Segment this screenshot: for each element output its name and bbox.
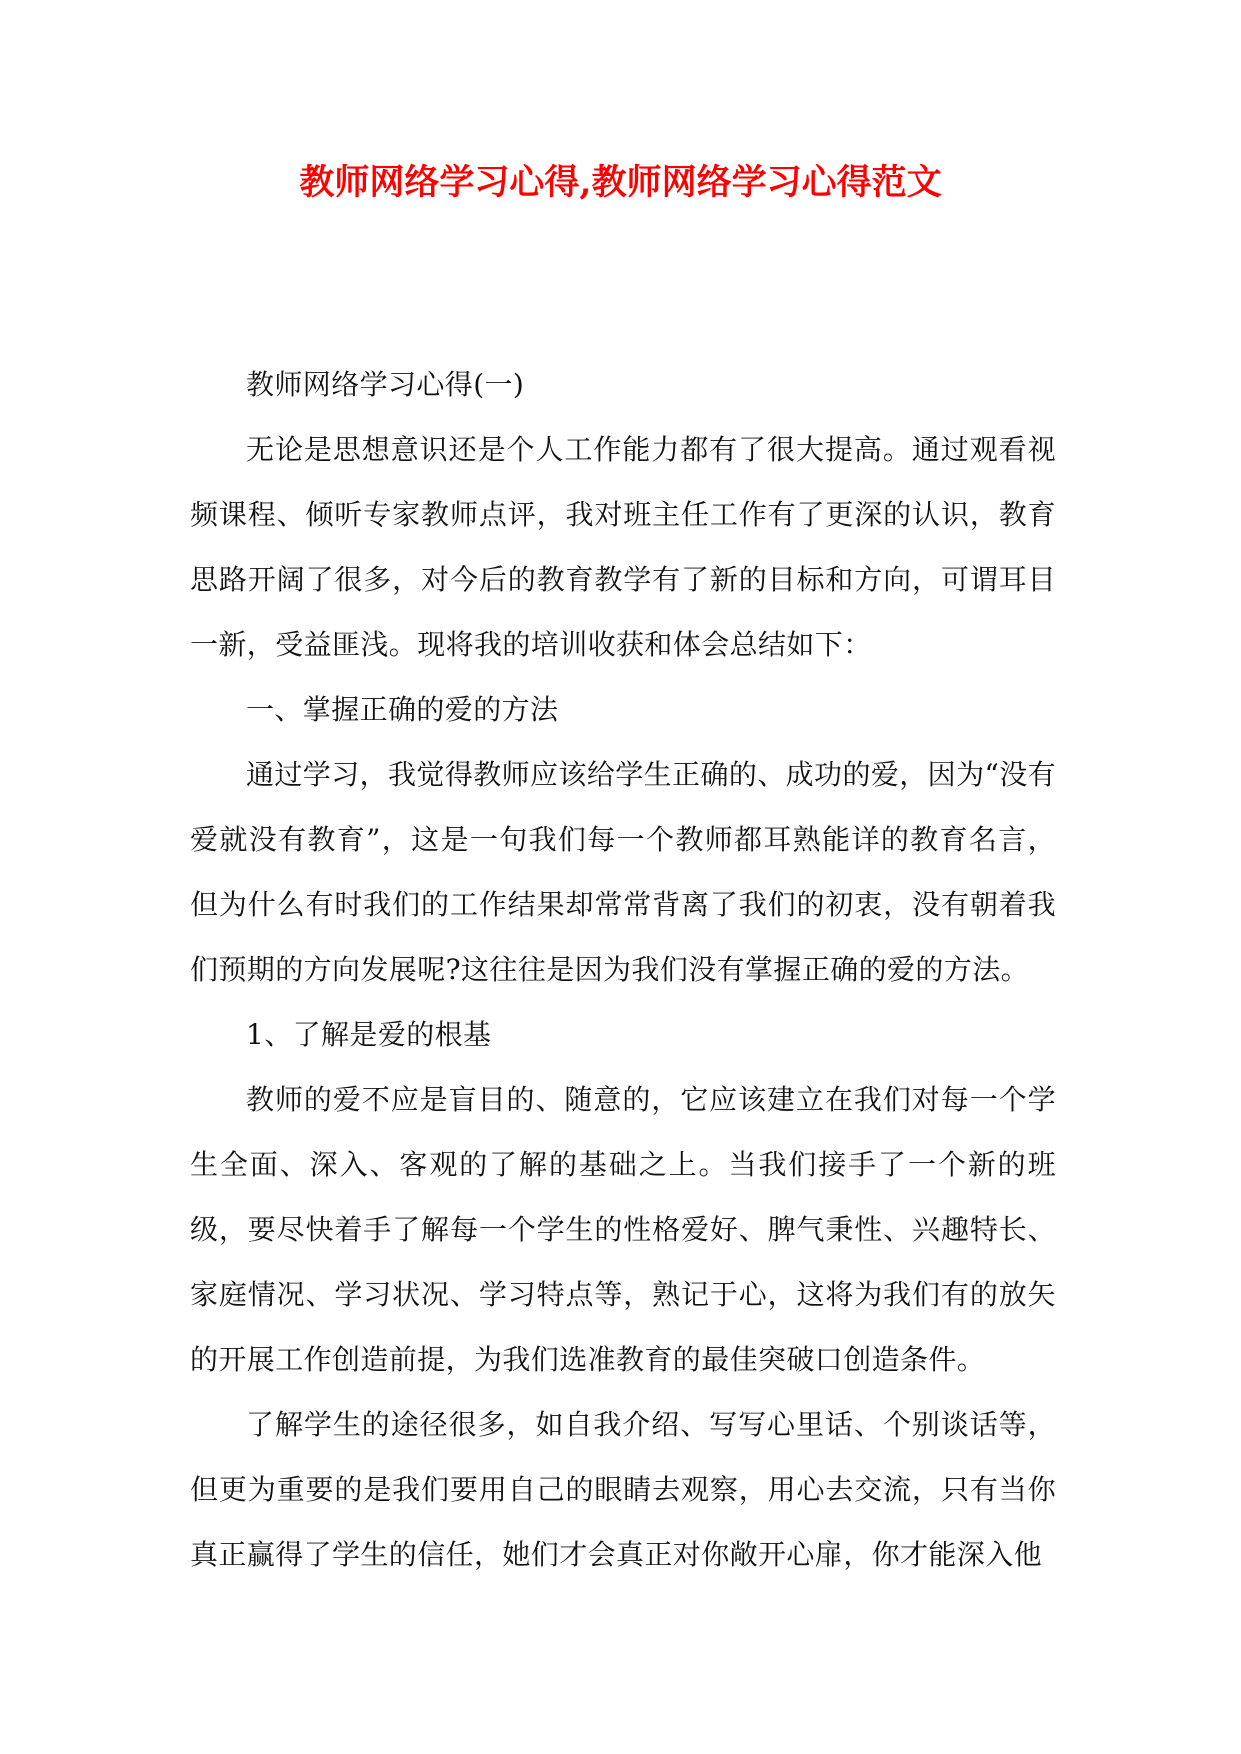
section-heading: 教师网络学习心得(一) (246, 368, 525, 401)
body-paragraph: 通过学习，我觉得教师应该给学生正确的、成功的爱，因为“没有爱就没有教育”，这是一句我们每一个教师都耳熟能详的教育名言，但为什么有时我们的工作结果却常常背离了我们的初衷，没有朝着我们预期的方向发展呢?这往往是因为我们没有掌握正确的爱的方法。 (190, 758, 1056, 986)
body-paragraph: 教师的爱不应是盲目的、随意的，它应该建立在我们对每一个学生全面、深入、客观的了解的基础之上。当我们接手了一个新的班级，要尽快着手了解每一个学生的性格爱好、脾气秉性、兴趣特长、家庭情况、学习状况、学习特点等，熟记于心，这将为我们有的放矢的开展工作创造前提，为我们选准教育的最佳突破口创造条件。 (190, 1083, 1056, 1376)
body-paragraph: 无论是思想意识还是个人工作能力都有了很大提高。通过观看视频课程、倾听专家教师点评，我对班主任工作有了更深的认识，教育思路开阔了很多，对今后的教育教学有了新的目标和方向，可谓耳目一新，受益匪浅。现将我的培训收获和体会总结如下： (190, 433, 1056, 661)
body-paragraph: 了解学生的途径很多，如自我介绍、写写心里话、个别谈话等，但更为重要的是我们要用自己的眼睛去观察，用心去交流，只有当你真正赢得了学生的信任，她们才会真正对你敞开心扉，你才能深入他 (190, 1408, 1056, 1571)
document-body (190, 352, 1056, 1587)
subsection-heading: 1、了解是爱的根基 (246, 1018, 492, 1051)
document-title: 教师网络学习心得,教师网络学习心得范文 (299, 162, 942, 203)
section-heading: 一、掌握正确的爱的方法 (246, 693, 559, 726)
